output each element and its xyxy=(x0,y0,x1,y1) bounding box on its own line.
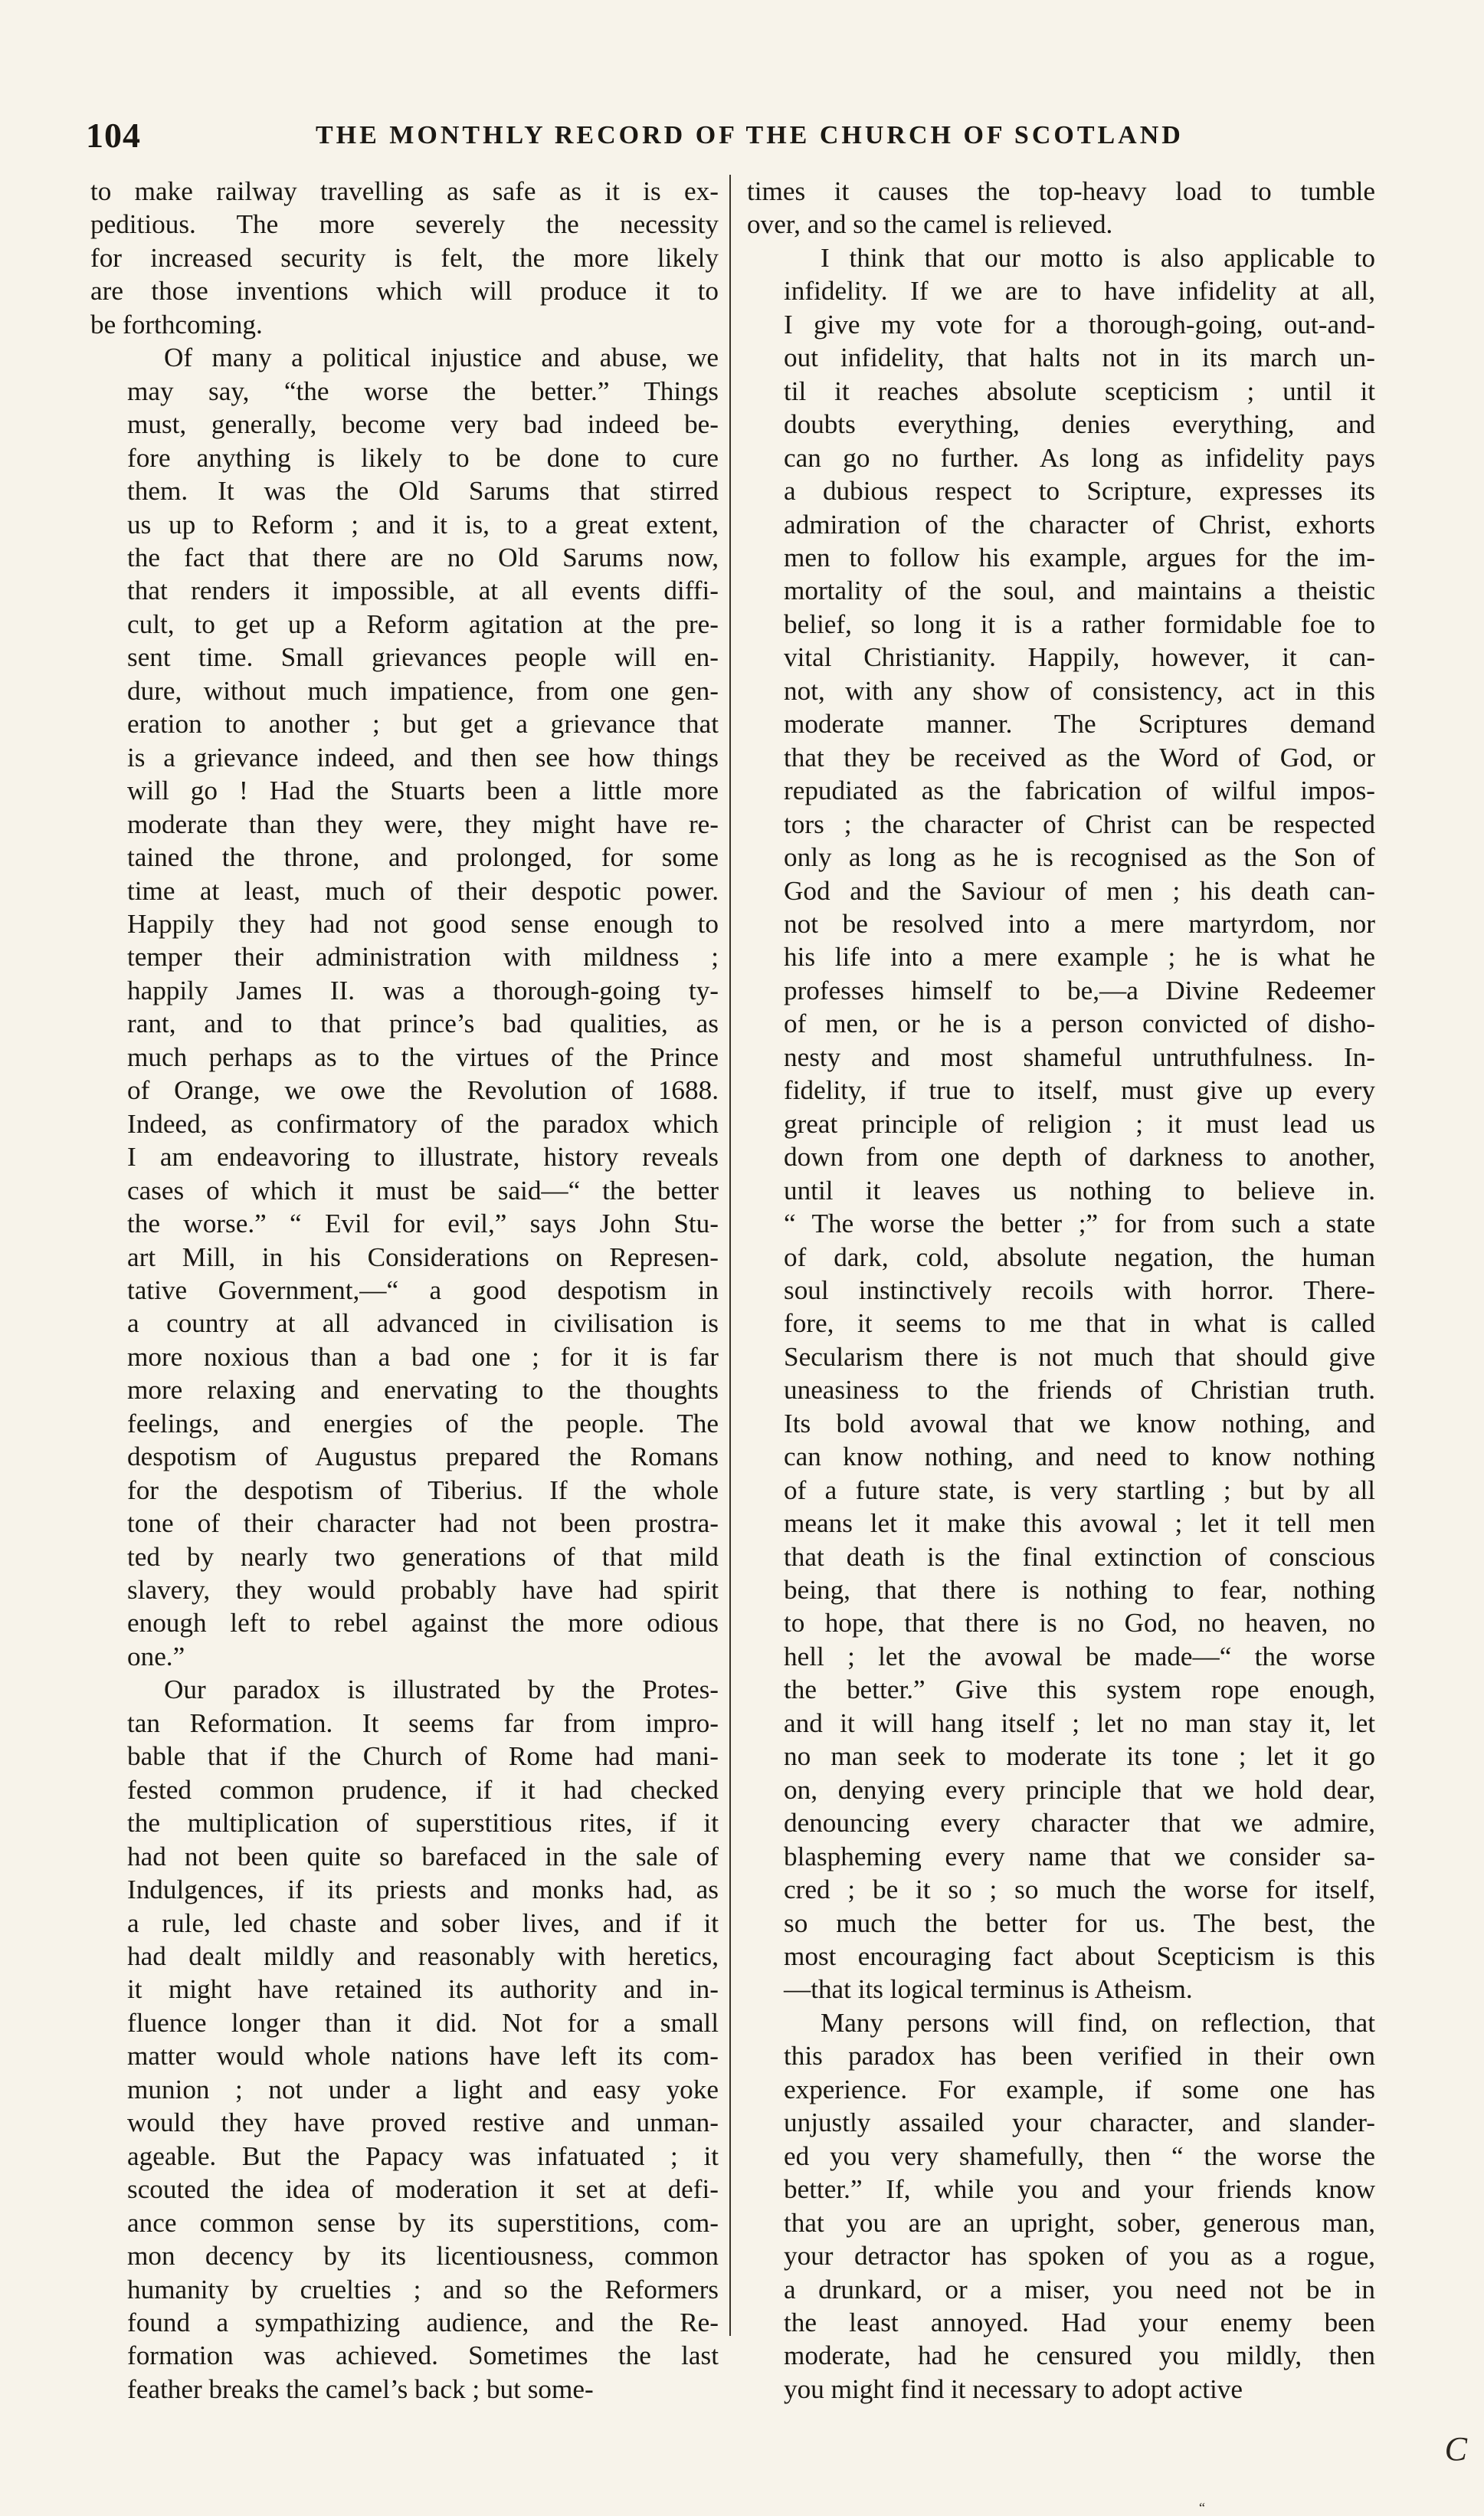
text-line: cases of which it must be said—“ the better xyxy=(127,1175,719,1206)
text-line: the better.” Give this system rope enough, xyxy=(784,1675,1375,1705)
text-line: is a grievance indeed, and then see how things xyxy=(127,742,719,773)
text-line: not be resolved into a mere martyrdom, nor xyxy=(784,908,1375,939)
text-line: his life into a mere example ; he is what he xyxy=(784,942,1375,973)
text-line: slavery, they would probably have had spirit xyxy=(127,1575,719,1606)
text-line: Of many a political injustice and abuse, we xyxy=(164,343,719,373)
text-line: blaspheming every name that we consider sa- xyxy=(784,1841,1375,1871)
text-line: the fact that there are no Old Sarums now, xyxy=(127,542,719,572)
text-line: experience. For example, if some one has xyxy=(784,2074,1375,2104)
text-line: means let it make this avowal ; let it tell men xyxy=(784,1508,1375,1539)
text-line: hell ; let the avowal be made—“ the worse xyxy=(784,1641,1375,1671)
text-line: would they have proved restive and unman- xyxy=(127,2108,719,2138)
text-line: eration to another ; but get a grievance that xyxy=(127,709,719,740)
text-line: for the despotism of Tiberius. If the whole xyxy=(127,1475,719,1505)
text-line: down from one depth of darkness to another, xyxy=(784,1142,1375,1173)
text-line: that they be received as the Word of God, or xyxy=(784,742,1375,773)
column-divider xyxy=(729,175,731,2336)
paragraph xyxy=(747,2006,1375,2406)
text-line: —that its logical terminus is Atheism. xyxy=(784,1974,1193,2005)
text-line: peditious. The more severely the necessity xyxy=(90,209,719,240)
text-line: us up to Reform ; and it is, to a great extent, xyxy=(127,509,719,540)
text-line: scouted the idea of moderation it set at defi- xyxy=(127,2174,719,2205)
text-line: Happily they had not good sense enough to xyxy=(127,908,719,939)
text-line: ageable. But the Papacy was infatuated ; it xyxy=(127,2140,719,2171)
text-line: Indeed, as confirmatory of the paradox which xyxy=(127,1108,719,1139)
text-line: only as long as he is recognised as the Son of xyxy=(784,842,1375,873)
text-line: can know nothing, and need to know nothing xyxy=(784,1442,1375,1472)
text-line: feelings, and energies of the people. The xyxy=(127,1408,719,1438)
text-line: bable that if the Church of Rome had mani- xyxy=(127,1741,719,1772)
text-line: Its bold avowal that we know nothing, and xyxy=(784,1408,1375,1438)
text-line: moderate, had he censured you mildly, then xyxy=(784,2341,1375,2371)
text-line: tone of their character had not been prostra- xyxy=(127,1508,719,1539)
text-line: uneasiness to the friends of Christian truth. xyxy=(784,1375,1375,1406)
bottom-mark: “ xyxy=(1199,2500,1205,2515)
text-line: dure, without much impatience, from one gen- xyxy=(127,675,719,706)
text-line: the least annoyed. Had your enemy been xyxy=(784,2308,1375,2337)
text-line: mortality of the soul, and maintains a theistic xyxy=(784,576,1375,606)
text-line: til it reaches absolute scepticism ; until it xyxy=(784,376,1375,406)
text-line: I give my vote for a thorough-going, out-and- xyxy=(784,309,1375,340)
right-column xyxy=(747,175,1375,2406)
text-line: the worse.” “ Evil for evil,” says John Stu- xyxy=(127,1209,719,1239)
text-line: better.” If, while you and your friends know xyxy=(784,2174,1375,2205)
text-line: Our paradox is illustrated by the Protes- xyxy=(164,1675,719,1705)
text-line: temper their administration with mildness ; xyxy=(127,942,719,973)
text-line: tors ; the character of Christ can be respected xyxy=(784,809,1375,839)
text-line: that renders it impossible, at all events diffi- xyxy=(127,576,719,606)
text-line: belief, so long it is a rather formidable foe to xyxy=(784,608,1375,639)
text-line: vital Christianity. Happily, however, it can- xyxy=(784,642,1375,673)
text-line: not, with any show of consistency, act in this xyxy=(784,675,1375,706)
text-line: munion ; not under a light and easy yoke xyxy=(127,2074,719,2104)
text-line: will go ! Had the Stuarts been a little more xyxy=(127,776,719,806)
text-line: infidelity. If we are to have infidelity at all, xyxy=(784,276,1375,307)
text-line: formation was achieved. Sometimes the last xyxy=(127,2341,719,2371)
text-line: matter would whole nations have left its com- xyxy=(127,2041,719,2072)
text-line: for increased security is felt, the more likely xyxy=(90,242,719,273)
text-line: on, denying every principle that we hold dear, xyxy=(784,1774,1375,1805)
paragraph xyxy=(90,1673,719,2406)
text-line: men to follow his example, argues for the im- xyxy=(784,542,1375,572)
text-line: a drunkard, or a miser, you need not be in xyxy=(784,2274,1375,2304)
running-title: THE MONTHLY RECORD OF THE CHURCH OF SCOTLAND xyxy=(316,121,1184,149)
text-line: are those inventions which will produce it to xyxy=(90,276,719,307)
text-line: can go no further. As long as infidelity pays xyxy=(784,442,1375,473)
text-line: times it causes the top-heavy load to tumble xyxy=(747,176,1375,206)
text-line: of Orange, we owe the Revolution of 1688. xyxy=(127,1075,719,1106)
text-line: soul instinctively recoils with horror. There- xyxy=(784,1274,1375,1305)
text-line: much perhaps as to the virtues of the Prince xyxy=(127,1041,719,1072)
text-line: must, generally, become very bad indeed be- xyxy=(127,409,719,440)
paragraph xyxy=(747,175,1375,241)
text-line: fested common prudence, if it had checked xyxy=(127,1774,719,1805)
text-line: that death is the final extinction of conscious xyxy=(784,1541,1375,1572)
text-line: nesty and most shameful untruthfulness. In- xyxy=(784,1041,1375,1072)
text-line: time at least, much of their despotic power. xyxy=(127,875,719,906)
text-line: it might have retained its authority and in- xyxy=(127,1974,719,2005)
text-line: moderate manner. The Scriptures demand xyxy=(784,709,1375,740)
left-column xyxy=(90,175,719,2406)
text-line: tative Government,—“ a good despotism in xyxy=(127,1274,719,1305)
text-line: of men, or he is a person convicted of disho- xyxy=(784,1009,1375,1039)
text-line: most encouraging fact about Scepticism is this xyxy=(784,1941,1375,1972)
text-line: more relaxing and enervating to the thoughts xyxy=(127,1375,719,1406)
text-line: fore, it seems to me that in what is called xyxy=(784,1308,1375,1339)
text-line: this paradox has been verified in their own xyxy=(784,2041,1375,2072)
page-header xyxy=(86,115,1419,169)
text-line: a rule, led chaste and sober lives, and if it xyxy=(127,1908,719,1938)
text-line: had dealt mildly and reasonably with heretics, xyxy=(127,1941,719,1972)
text-line: Indulgences, if its priests and monks had, as xyxy=(127,1875,719,1905)
paragraph xyxy=(90,175,719,341)
text-line: cred ; be it so ; so much the worse for itself, xyxy=(784,1875,1375,1905)
text-line: more noxious than a bad one ; for it is far xyxy=(127,1341,719,1372)
paragraph xyxy=(747,241,1375,2006)
text-line: cult, to get up a Reform agitation at the pre- xyxy=(127,608,719,639)
text-line: that you are an upright, sober, generous man, xyxy=(784,2207,1375,2238)
text-line: being, that there is nothing to fear, nothing xyxy=(784,1575,1375,1606)
text-line: out infidelity, that halts not in its march un- xyxy=(784,343,1375,373)
text-line: a country at all advanced in civilisation is xyxy=(127,1308,719,1339)
text-line: fore anything is likely to be done to cure xyxy=(127,442,719,473)
text-line: no man seek to moderate its tone ; let it go xyxy=(784,1741,1375,1772)
text-line: tan Reformation. It seems far from impro- xyxy=(127,1707,719,1738)
text-line: rant, and to that prince’s bad qualities, as xyxy=(127,1009,719,1039)
text-line: denouncing every character that we admire, xyxy=(784,1808,1375,1839)
text-line: over, and so the camel is relieved. xyxy=(747,209,1113,240)
text-line: happily James II. was a thorough-going ty- xyxy=(127,975,719,1005)
text-line: enough left to rebel against the more odious xyxy=(127,1608,719,1639)
text-line: so much the better for us. The best, the xyxy=(784,1908,1375,1938)
page-number: 104 xyxy=(86,116,141,155)
text-line: I think that our motto is also applicable to xyxy=(821,242,1375,273)
text-line: Many persons will find, on reflection, that xyxy=(821,2007,1375,2038)
text-line: tained the throne, and prolonged, for some xyxy=(127,842,719,873)
text-line: to make railway travelling as safe as it is ex- xyxy=(90,176,719,206)
text-line: be forthcoming. xyxy=(90,309,263,340)
text-line: a dubious respect to Scripture, expresses its xyxy=(784,476,1375,507)
text-line: your detractor has spoken of you as a rogue, xyxy=(784,2241,1375,2272)
text-line: them. It was the Old Sarums that stirred xyxy=(127,476,719,507)
text-line: admiration of the character of Christ, exhorts xyxy=(784,509,1375,540)
margin-mark: C xyxy=(1444,2430,1467,2468)
text-line: great principle of religion ; it must lead us xyxy=(784,1108,1375,1139)
text-line: doubts everything, denies everything, and xyxy=(784,409,1375,440)
text-line: of a future state, is very startling ; but by all xyxy=(784,1475,1375,1505)
text-line: may say, “the worse the better.” Things xyxy=(127,376,719,406)
text-line: Secularism there is not much that should give xyxy=(784,1341,1375,1372)
text-line: until it leaves us nothing to believe in. xyxy=(784,1175,1375,1206)
text-line: repudiated as the fabrication of wilful impos- xyxy=(784,776,1375,806)
text-line: moderate than they were, they might have re- xyxy=(127,809,719,839)
text-line: God and the Saviour of men ; his death can- xyxy=(784,875,1375,906)
text-line: unjustly assailed your character, and slander- xyxy=(784,2108,1375,2138)
text-line: the multiplication of superstitious rites, if it xyxy=(127,1808,719,1839)
text-line: and it will hang itself ; let no man stay it, let xyxy=(784,1707,1375,1738)
text-line: I am endeavoring to illustrate, history reveals xyxy=(127,1142,719,1173)
text-line: sent time. Small grievances people will en- xyxy=(127,642,719,673)
text-line: despotism of Augustus prepared the Romans xyxy=(127,1442,719,1472)
text-line: found a sympathizing audience, and the Re- xyxy=(127,2308,719,2337)
text-line: fidelity, if true to itself, must give up every xyxy=(784,1075,1375,1106)
text-line: feather breaks the camel’s back ; but some- xyxy=(127,2373,594,2404)
text-line: mon decency by its licentiousness, common xyxy=(127,2241,719,2272)
text-line: you might find it necessary to adopt active xyxy=(784,2373,1243,2404)
text-line: one.” xyxy=(127,1641,185,1671)
text-line: ed you very shamefully, then “ the worse the xyxy=(784,2140,1375,2171)
text-line: “ The worse the better ;” for from such a state xyxy=(784,1209,1375,1239)
paragraph xyxy=(90,341,719,1673)
text-line: to hope, that there is no God, no heaven, no xyxy=(784,1608,1375,1639)
text-line: ance common sense by its superstitions, com- xyxy=(127,2207,719,2238)
text-line: had not been quite so barefaced in the sale of xyxy=(127,1841,719,1871)
text-line: ted by nearly two generations of that mild xyxy=(127,1541,719,1572)
text-line: professes himself to be,—a Divine Redeemer xyxy=(784,975,1375,1005)
text-line: fluence longer than it did. Not for a small xyxy=(127,2007,719,2038)
text-line: of dark, cold, absolute negation, the human xyxy=(784,1242,1375,1272)
text-line: humanity by cruelties ; and so the Reformers xyxy=(127,2274,719,2304)
text-line: art Mill, in his Considerations on Represen- xyxy=(127,1242,719,1272)
